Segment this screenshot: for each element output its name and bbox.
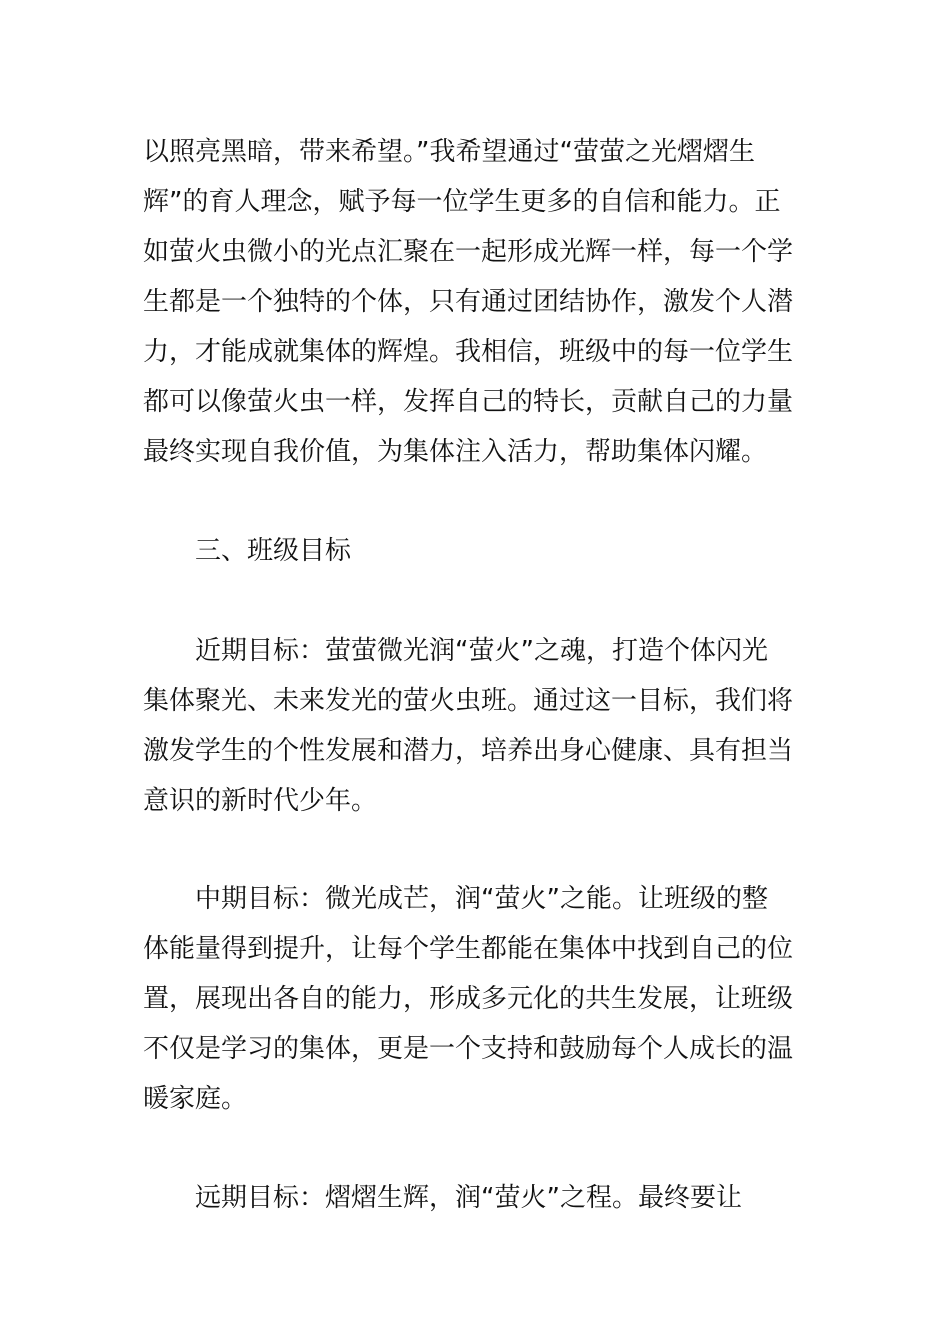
text-line: 如萤火虫微小的光点汇聚在一起形成光辉一样，每一个学 — [143, 237, 794, 267]
text-line: 体能量得到提升，让每个学生都能在集体中找到自己的位 — [143, 934, 794, 964]
text-line: 远期目标：熠熠生辉，润“萤火”之程。最终要让 — [195, 1183, 742, 1213]
text-line: 都可以像萤火虫一样，发挥自己的特长，贡献自己的力量 — [143, 387, 794, 417]
text-line: 近期目标：萤萤微光润“萤火”之魂，打造个体闪光 — [195, 636, 768, 666]
text-line: 以照亮黑暗，带来希望。”我希望通过“萤萤之光熠熠生 — [143, 137, 755, 167]
section-heading: 三、班级目标 — [195, 536, 352, 566]
text-line: 生都是一个独特的个体，只有通过团结协作，激发个人潜 — [143, 287, 794, 317]
text-line: 激发学生的个性发展和潜力，培养出身心健康、具有担当 — [143, 736, 794, 766]
text-line: 力，才能成就集体的辉煌。我相信，班级中的每一位学生 — [143, 337, 794, 367]
text-line: 集体聚光、未来发光的萤火虫班。通过这一目标，我们将 — [143, 686, 794, 716]
text-line: 置，展现出各自的能力，形成多元化的共生发展，让班级 — [143, 984, 794, 1014]
text-line: 中期目标：微光成芒，润“萤火”之能。让班级的整 — [195, 884, 768, 914]
text-line: 辉”的育人理念，赋予每一位学生更多的自信和能力。正 — [143, 187, 781, 217]
text-line: 最终实现自我价值，为集体注入活力，帮助集体闪耀。 — [143, 437, 768, 467]
text-line: 意识的新时代少年。 — [143, 786, 378, 816]
text-line: 暖家庭。 — [143, 1084, 248, 1114]
text-line: 不仅是学习的集体，更是一个支持和鼓励每个人成长的温 — [143, 1034, 794, 1064]
